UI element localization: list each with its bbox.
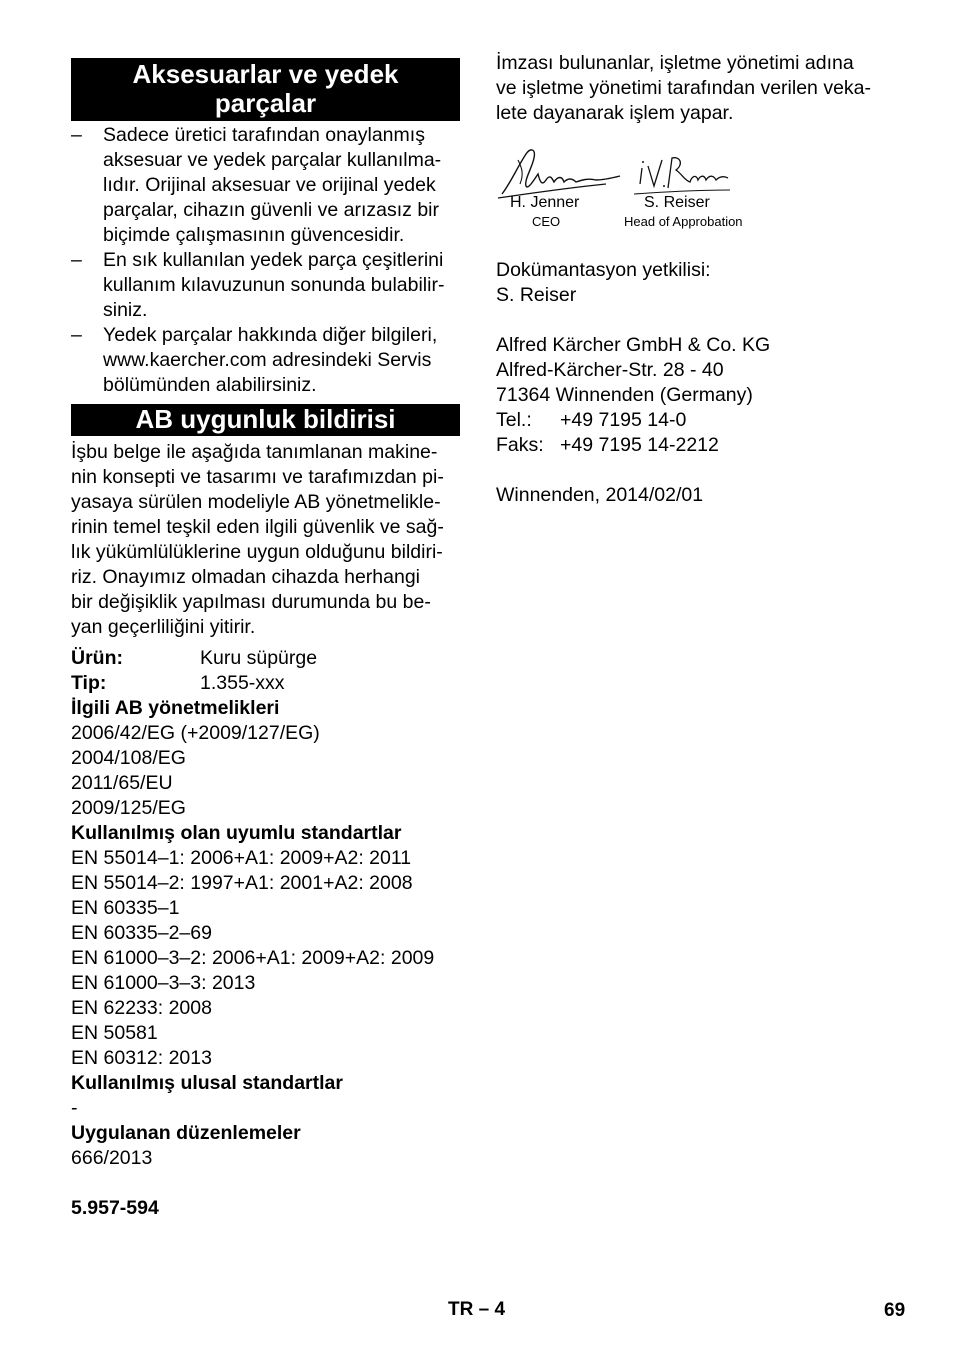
phone-label: Tel.: xyxy=(496,409,532,431)
regulations-heading: Uygulanan düzenlemeler xyxy=(71,1122,301,1144)
signature-block xyxy=(496,134,896,258)
intro-line: bir değişiklik yapılması durumunda bu be- xyxy=(71,591,431,613)
accessories-heading xyxy=(71,58,460,121)
list-item-line: bölümünden alabilirsiniz. xyxy=(103,374,317,396)
intro-line: İşbu belge ile aşağıda tanımlanan makine- xyxy=(71,441,438,463)
dash-bullet: – xyxy=(71,124,82,146)
signer1-role: CEO xyxy=(532,214,561,229)
signers-intro-line: ve işletme yönetimi tarafından verilen veka- xyxy=(496,77,872,99)
list-item-line: parçalar, cihazın güvenli ve arızasız bir xyxy=(103,199,439,221)
intro-line: riz. Onayımız olmadan cihazda herhangi xyxy=(71,566,421,588)
type-label: Tip: xyxy=(71,672,107,694)
dash-bullet: – xyxy=(71,249,82,271)
standard-item: EN 60335–1 xyxy=(71,897,180,919)
spacer xyxy=(496,308,896,333)
directives-list xyxy=(71,721,460,821)
company-street: Alfred-Kärcher-Str. 28 - 40 xyxy=(496,359,724,381)
standard-item: EN 61000–3–2: 2006+A1: 2009+A2: 2009 xyxy=(71,947,435,969)
type-row xyxy=(71,671,460,696)
signers-intro-line: İmzası bulunanlar, işletme yönetimi adına xyxy=(496,52,854,74)
signer2-role: Head of Approbation xyxy=(624,214,743,229)
list-item xyxy=(71,123,460,248)
fax-row xyxy=(496,433,896,458)
eu-declaration-heading: AB uygunluk bildirisi xyxy=(71,404,460,436)
phone-row xyxy=(496,408,896,433)
type-value: 1.355-xxx xyxy=(200,672,285,694)
standard-item: EN 60335–2–69 xyxy=(71,922,212,944)
regulations-value: 666/2013 xyxy=(71,1147,153,1169)
accessories-heading-line1: Aksesuarlar ve yedek xyxy=(132,59,399,89)
list-item-line: En sık kullanılan yedek parça çeşitlerini xyxy=(103,249,444,271)
standard-item: EN 62233: 2008 xyxy=(71,997,212,1019)
phone-value: +49 7195 14-0 xyxy=(560,409,687,431)
standard-item: EN 55014–1: 2006+A1: 2009+A2: 2011 xyxy=(71,847,412,869)
list-item-line: www.kaercher.com adresindeki Servis xyxy=(103,349,432,371)
company-city: 71364 Winnenden (Germany) xyxy=(496,384,753,406)
intro-line: nin konsepti ve tasarımı ve tarafımızdan pi- xyxy=(71,466,444,488)
fax-value: +49 7195 14-2212 xyxy=(560,434,719,456)
accessories-list xyxy=(71,123,460,398)
directive-item: 2011/65/EU xyxy=(71,772,173,794)
signers-intro xyxy=(496,51,896,126)
document-number: 5.957-594 xyxy=(71,1197,159,1219)
product-label: Ürün: xyxy=(71,647,123,669)
national-standards-heading: Kullanılmış ulusal standartlar xyxy=(71,1072,343,1094)
product-value: Kuru süpürge xyxy=(200,647,318,669)
list-item-line: Yedek parçalar hakkında diğer bilgileri, xyxy=(103,324,438,346)
list-item-line: kullanım kılavuzunun sonunda bulabilir- xyxy=(103,274,445,296)
directives-heading: İlgili AB yönetmelikleri xyxy=(71,697,280,719)
list-item-line: siniz. xyxy=(103,299,148,321)
directive-item: 2009/125/EG xyxy=(71,797,186,819)
signers-intro-line: lete dayanarak işlem yapar. xyxy=(496,102,734,124)
dash-bullet: – xyxy=(71,324,82,346)
harmonised-standards-list xyxy=(71,846,460,1071)
list-item-line: Sadece üretici tarafından onaylanmış xyxy=(103,124,425,146)
signer1-name: H. Jenner xyxy=(510,194,580,211)
documentation-rep-label: Dokümantasyon yetkilisi: xyxy=(496,259,711,281)
directive-item: 2004/108/EG xyxy=(71,747,186,769)
reiser-signature-icon xyxy=(634,154,732,196)
footer-section-label: TR – 4 xyxy=(448,1299,506,1320)
directive-item: 2006/42/EG (+2009/127/EG) xyxy=(71,722,320,744)
standard-item: EN 50581 xyxy=(71,1022,158,1044)
accessories-heading-line2: parçalar xyxy=(214,88,317,118)
product-row xyxy=(71,646,460,671)
signer2-name: S. Reiser xyxy=(644,194,710,211)
jenner-signature-icon xyxy=(496,144,622,200)
standard-item: EN 55014–2: 1997+A1: 2001+A2: 2008 xyxy=(71,872,413,894)
left-column xyxy=(71,58,460,1221)
list-item xyxy=(71,248,460,323)
place-and-date: Winnenden, 2014/02/01 xyxy=(496,484,704,506)
list-item xyxy=(71,323,460,398)
national-standards-value: - xyxy=(71,1097,78,1119)
page-number: 69 xyxy=(884,1300,906,1321)
intro-line: yasaya sürülen modeliyle AB yönetmelikle- xyxy=(71,491,441,513)
fax-label: Faks: xyxy=(496,434,544,456)
declaration-intro xyxy=(71,440,460,640)
documentation-rep-name: S. Reiser xyxy=(496,284,577,306)
intro-line: rinin temel teşkil eden ilgili güvenlik ve sağ- xyxy=(71,516,444,538)
list-item-line: aksesuar ve yedek parçalar kullanılma- xyxy=(103,149,442,171)
list-item-line: lıdır. Orijinal aksesuar ve orijinal yedek xyxy=(103,174,436,196)
list-item-line: biçimde çalışmasının güvencesidir. xyxy=(103,224,405,246)
right-column xyxy=(496,51,896,508)
standard-item: EN 60312: 2013 xyxy=(71,1047,212,1069)
intro-line: yan geçerliliğini yitirir. xyxy=(71,616,256,638)
harmonised-standards-heading: Kullanılmış olan uyumlu standartlar xyxy=(71,822,402,844)
spacer xyxy=(496,458,896,483)
intro-line: lık yükümlülüklerine uygun olduğunu bildiri- xyxy=(71,541,443,563)
company-name: Alfred Kärcher GmbH & Co. KG xyxy=(496,334,771,356)
standard-item: EN 61000–3–3: 2013 xyxy=(71,972,256,994)
